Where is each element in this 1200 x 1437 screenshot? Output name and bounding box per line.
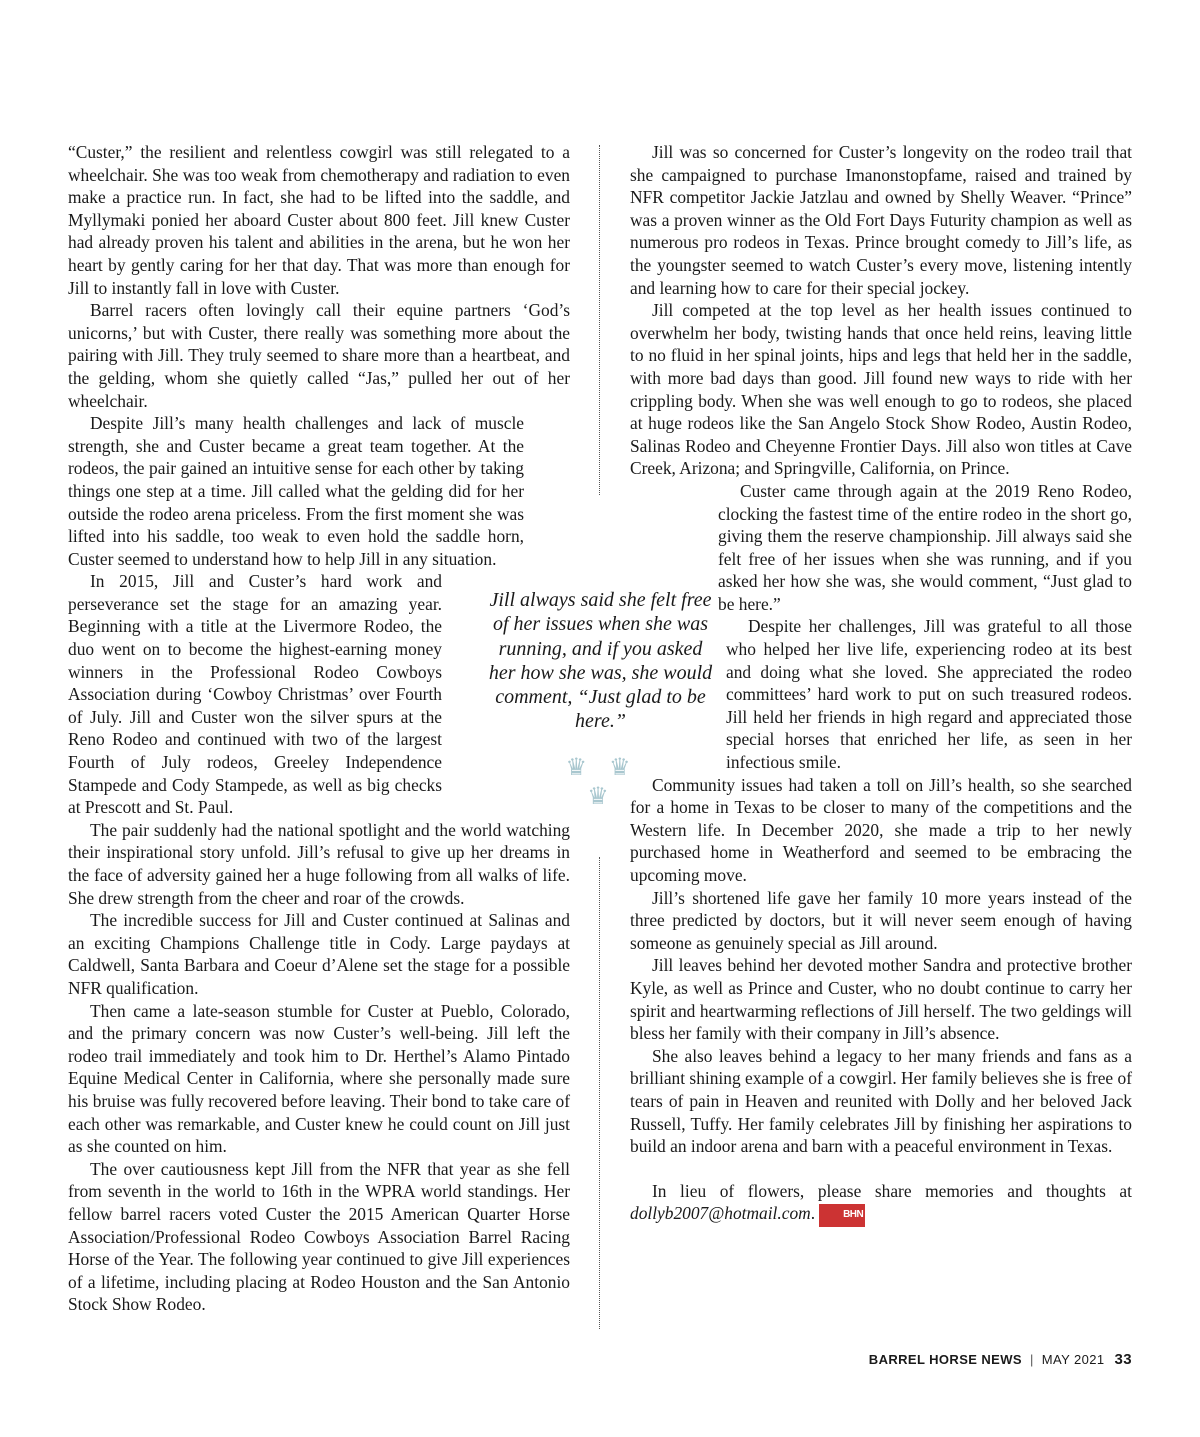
paragraph: Community issues had taken a toll on Jill’s health, so she searched for a home in Texas to be closer to many of the competitions and the Western life. In December 2020, she made a trip to her newly purchased home in Weatherford and seemed to be embracing the upcoming move. [630, 774, 1132, 885]
crown-ornament-icon: ♛ ♛ ♛ [565, 755, 639, 810]
closing-paragraph [630, 1180, 1132, 1227]
bhn-end-mark-icon: BHN [819, 1204, 865, 1227]
paragraph: Then came a late-season stumble for Custer at Pueblo, Colorado, and the primary concern was now Custer’s well-being. Jill left the rodeo trail immediately and took him to Dr. Herthel’s Alamo Pintado Equine Medical Center in California, where she personally made sure his bruise was fully recovered before leaving. Their bond to take care of each other was remarkable, and Custer knew he could count on Jill just as she counted on him. [68, 1000, 570, 1157]
paragraph: Jill leaves behind her devoted mother Sandra and protective brother Kyle, as well as Prince and Custer, who no doubt continue to carry her spirit and heartwarming reflections of Jill herself. The two geldings will bless her family with their company in Jill’s absence. [630, 955, 1132, 1044]
closing-text: In lieu of flowers, please share memories and thoughts at [652, 1180, 1132, 1201]
closing-period: . [810, 1203, 816, 1224]
magazine-name: BARREL HORSE NEWS [868, 1352, 1022, 1367]
pull-quote-text: Jill always said she felt free of her issues when she was running, and if you asked her how she was, she would comment, “Just glad to be here.” [488, 589, 713, 733]
paragraph: Jill competed at the top level as her health issues continued to overwhelm her body, twisting hands that once held reins, leaving little to no fluid in her spinal joints, hips and legs that held her in the saddle, with more bad days than good. Jill found new ways to ride with her crippling body. When she was well enough to go to rodeos, she placed at huge rodeos like the San Angelo Stock Show Rodeo, Austin Rodeo, Salinas Rodeo and Cheyenne Frontier Days. Jill also won titles at Cave Creek, Arizona; and Springville, California, on Prince. [630, 300, 1132, 479]
page-footer [869, 1351, 1132, 1368]
paragraph: The over cautiousness kept Jill from the NFR that year as she fell from seventh in the world to 16th in the WPRA world standings. Her fellow barrel racers voted Custer the 2015 American Quarter Horse Association/Professional Rodeo Cowboys Association Barrel Racing Horse of the Year. The following year continued to give Jill experiences of a lifetime, including placing at Rodeo Houston and the San Antonio Stock Show Rodeo. [68, 1158, 570, 1315]
right-column [630, 141, 1132, 1227]
email-address: dollyb2007@hotmail.com [630, 1203, 811, 1224]
paragraph: The pair suddenly had the national spotlight and the world watching their inspirational story unfold. Jill’s refusal to give up her dreams in the face of adversity gained her a huge following from all walks of life. She drew strength from the cheer and roar of the crowds. [68, 819, 570, 908]
column-divider [599, 145, 600, 495]
column-divider [599, 857, 600, 1329]
issue-date: MAY 2021 [1041, 1352, 1105, 1367]
paragraph: In 2015, Jill and Custer’s hard work and perseverance set the stage for an amazing year. Beginning with a title at the Livermore Rodeo, the duo went on to become the highest-earning money winners in the Professional Rodeo Cowboys Association during ‘Cowboy Christmas’ over Fourth of July. Jill and Custer won the silver spurs at the Reno Rodeo and continued with two of the largest Fourth of July rodeos, Greeley Independence Stampede and Cody Stampede, as well as big checks at Prescott and St. Paul. [68, 571, 442, 818]
paragraph: Jill was so concerned for Custer’s longevity on the rodeo trail that she campaigned to purchase Imanonstopfame, raised and trained by NFR competitor Jackie Jatzlau and owned by Shelly Weaver. “Prince” was a proven winner as the Old Fort Days Futurity champion as well as numerous pro rodeos in Texas. Prince brought comedy to Jill’s life, as the youngster seemed to watch Custer’s every move, listening intently and learning how to care for their special jockey. [630, 142, 1132, 298]
footer-separator: | [1029, 1352, 1034, 1367]
paragraph: Despite Jill’s many health challenges and lack of muscle strength, she and Custer became a great team together. At the rodeos, the pair gained an intuitive sense for each other by taking things one step at a time. Jill called what the gelding did for her outside the rodeo arena priceless. From the first moment she was lifted into his saddle, too weak to even hold the saddle horn, Custer seemed to understand how to help Jill in any situation. [68, 413, 524, 569]
page-number: 33 [1114, 1351, 1132, 1368]
paragraph: Barrel racers often lovingly call their equine partners ‘God’s unicorns,’ but with Custer, there really was something more about the pairing with Jill. They truly seemed to share more than a heartbeat, and the gelding, whom she quietly called “Jas,” pulled her out of her wheelchair. [68, 300, 570, 411]
paragraph: The incredible success for Jill and Custer continued at Salinas and an exciting Champions Challenge title in Cody. Large paydays at Caldwell, Santa Barbara and Coeur d’Alene set the stage for a possible NFR qualification. [68, 910, 570, 998]
paragraph: Despite her challenges, Jill was grateful to all those who helped her live life, experiencing rodeo at its best and doing what she loved. She appreciated the rodeo committees’ hard work to put on such treasured rodeos. Jill held her friends in high regard and appreciated those special horses that enriched her life, as seen in her infectious smile. [726, 616, 1132, 773]
paragraph: She also leaves behind a legacy to her many friends and fans as a brilliant shining example of a cowgirl. Her family believes she is free of tears of pain in Heaven and reunited with Dolly and her beloved Jack Russell, Tuffy. Her family celebrates Jill by finishing her aspirations to build an indoor arena and barn with a peaceful environment in Texas. [630, 1045, 1132, 1157]
paragraph: Jill’s shortened life gave her family 10 more years instead of the three predicted by doctors, but it will never seem enough of having someone as genuinely special as Jill around. [630, 887, 1132, 953]
paragraph: Custer came through again at the 2019 Reno Rodeo, clocking the fastest time of the entire rodeo in the short go, giving them the reserve championship. Jill always said she felt free of her issues when she was running, and if you asked her how she was, she would comment, “Just glad to be here.” [718, 480, 1132, 614]
paragraph: “Custer,” the resilient and relentless cowgirl was still relegated to a wheelchair. She was too weak from chemotherapy and radiation to even make a practice run. In fact, she had to be lifted into the saddle, and Myllymaki ponied her aboard Custer about 800 feet. Jill knew Custer had already proven his talent and abilities in the arena, but he won her heart by gently caring for her that day. That was more than enough for Jill to instantly fall in love with Custer. [68, 142, 570, 298]
